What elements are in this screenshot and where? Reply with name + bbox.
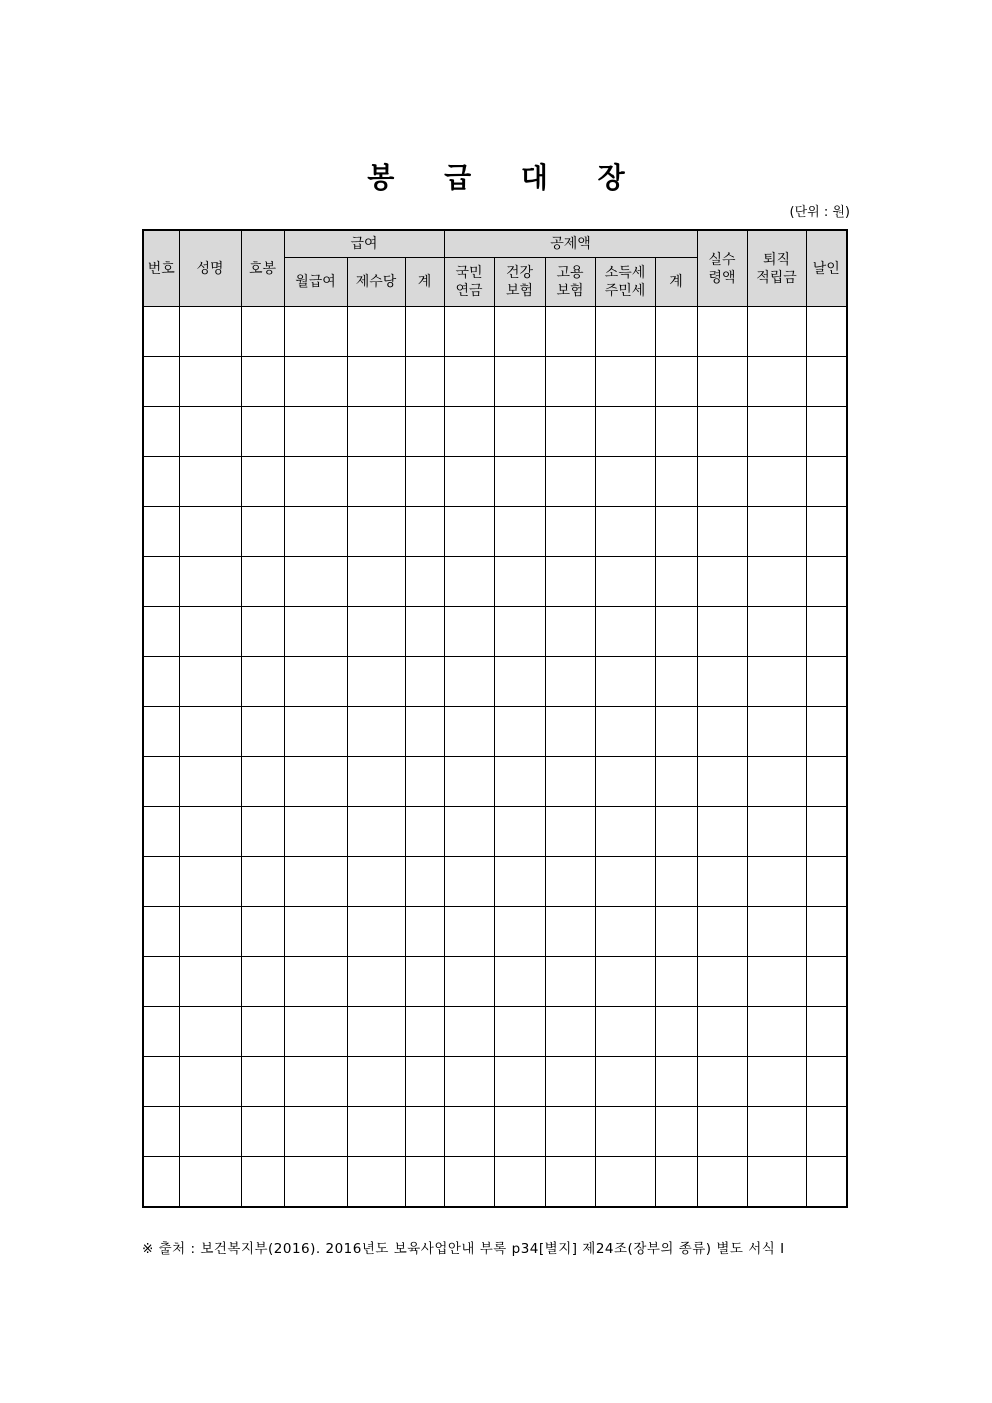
table-cell[interactable] (494, 707, 545, 757)
table-row (143, 657, 847, 707)
table-cell[interactable] (595, 557, 655, 607)
header-name: 성명 (179, 230, 241, 307)
table-cell[interactable] (595, 357, 655, 407)
table-cell[interactable] (655, 1057, 697, 1107)
table-cell[interactable] (545, 957, 595, 1007)
table-cell[interactable] (241, 707, 284, 757)
table-cell[interactable] (143, 657, 179, 707)
table-row (143, 307, 847, 357)
table-cell[interactable] (697, 807, 747, 857)
table-cell[interactable] (697, 607, 747, 657)
ledger-body (143, 307, 847, 1208)
table-cell[interactable] (655, 807, 697, 857)
table-cell[interactable] (545, 657, 595, 707)
table-cell[interactable] (747, 307, 806, 357)
table-cell[interactable] (143, 607, 179, 657)
table-cell[interactable] (143, 1107, 179, 1157)
table-cell[interactable] (697, 307, 747, 357)
table-cell[interactable] (143, 507, 179, 557)
table-row (143, 407, 847, 457)
table-cell[interactable] (444, 607, 494, 657)
table-cell[interactable] (444, 657, 494, 707)
table-cell[interactable] (241, 1107, 284, 1157)
table-cell[interactable] (747, 1157, 806, 1208)
table-cell[interactable] (545, 757, 595, 807)
table-cell[interactable] (405, 357, 444, 407)
table-cell[interactable] (655, 907, 697, 957)
table-cell[interactable] (444, 1057, 494, 1107)
table-cell[interactable] (405, 807, 444, 857)
table-cell[interactable] (545, 857, 595, 907)
table-cell[interactable] (747, 807, 806, 857)
table-row (143, 607, 847, 657)
table-cell[interactable] (284, 907, 347, 957)
table-cell[interactable] (241, 457, 284, 507)
table-cell[interactable] (595, 407, 655, 457)
table-cell[interactable] (444, 1007, 494, 1057)
table-cell[interactable] (347, 557, 405, 607)
table-cell[interactable] (143, 407, 179, 457)
table-cell[interactable] (405, 857, 444, 907)
table-cell[interactable] (179, 957, 241, 1007)
table-cell[interactable] (241, 757, 284, 807)
table-cell[interactable] (595, 757, 655, 807)
table-cell[interactable] (405, 1057, 444, 1107)
table-cell[interactable] (747, 1007, 806, 1057)
table-cell[interactable] (179, 357, 241, 407)
table-cell[interactable] (806, 357, 847, 407)
header-deduction-total: 계 (655, 258, 697, 307)
table-cell[interactable] (347, 757, 405, 807)
table-cell[interactable] (747, 857, 806, 907)
table-row (143, 907, 847, 957)
table-cell[interactable] (494, 1007, 545, 1057)
table-cell[interactable] (284, 507, 347, 557)
table-cell[interactable] (655, 1157, 697, 1208)
header-seal: 날인 (806, 230, 847, 307)
table-cell[interactable] (655, 457, 697, 507)
header-grade: 호봉 (241, 230, 284, 307)
table-cell[interactable] (806, 407, 847, 457)
table-cell[interactable] (494, 857, 545, 907)
table-cell[interactable] (494, 307, 545, 357)
table-cell[interactable] (697, 1157, 747, 1208)
table-cell[interactable] (444, 357, 494, 407)
table-row (143, 957, 847, 1007)
table-cell[interactable] (494, 807, 545, 857)
table-cell[interactable] (655, 357, 697, 407)
table-cell[interactable] (697, 707, 747, 757)
table-cell[interactable] (806, 1007, 847, 1057)
table-cell[interactable] (143, 307, 179, 357)
table-cell[interactable] (347, 1157, 405, 1208)
table-cell[interactable] (347, 607, 405, 657)
table-cell[interactable] (806, 657, 847, 707)
table-cell[interactable] (444, 557, 494, 607)
table-cell[interactable] (405, 757, 444, 807)
table-cell[interactable] (347, 407, 405, 457)
table-cell[interactable] (284, 1057, 347, 1107)
table-cell[interactable] (595, 1007, 655, 1057)
table-cell[interactable] (347, 957, 405, 1007)
table-cell[interactable] (806, 557, 847, 607)
table-cell[interactable] (179, 807, 241, 857)
table-cell[interactable] (494, 1057, 545, 1107)
table-cell[interactable] (545, 307, 595, 357)
table-cell[interactable] (143, 1007, 179, 1057)
table-cell[interactable] (405, 557, 444, 607)
table-cell[interactable] (405, 907, 444, 957)
table-cell[interactable] (545, 407, 595, 457)
table-cell[interactable] (241, 1157, 284, 1208)
table-cell[interactable] (347, 507, 405, 557)
table-cell[interactable] (347, 657, 405, 707)
table-cell[interactable] (655, 957, 697, 1007)
table-row (143, 557, 847, 607)
table-cell[interactable] (655, 607, 697, 657)
table-cell[interactable] (143, 757, 179, 807)
header-deduction-group: 공제액 (444, 230, 697, 258)
table-cell[interactable] (494, 957, 545, 1007)
table-cell[interactable] (494, 457, 545, 507)
table-cell[interactable] (444, 1157, 494, 1208)
table-cell[interactable] (595, 957, 655, 1007)
table-cell[interactable] (747, 1057, 806, 1107)
table-cell[interactable] (143, 357, 179, 407)
table-row (143, 1157, 847, 1208)
table-cell[interactable] (697, 1107, 747, 1157)
table-cell[interactable] (179, 707, 241, 757)
table-cell[interactable] (545, 907, 595, 957)
header-health-insurance: 건강 보험 (494, 258, 545, 307)
header-allowances: 제수당 (347, 258, 405, 307)
table-cell[interactable] (143, 1157, 179, 1208)
table-cell[interactable] (284, 357, 347, 407)
table-cell[interactable] (806, 607, 847, 657)
table-cell[interactable] (179, 1057, 241, 1107)
table-row (143, 1007, 847, 1057)
table-cell[interactable] (284, 1157, 347, 1208)
table-cell[interactable] (747, 1107, 806, 1157)
table-cell[interactable] (595, 1157, 655, 1208)
table-cell[interactable] (347, 857, 405, 907)
table-cell[interactable] (347, 1107, 405, 1157)
source-footnote: ※ 출처 : 보건복지부(2016). 2016년도 보육사업안내 부록 p34[별지] 제24조(장부의 종류) 별도 서식 Ⅰ (142, 1241, 785, 1257)
table-cell[interactable] (595, 457, 655, 507)
table-row (143, 1057, 847, 1107)
table-cell[interactable] (179, 657, 241, 707)
table-cell[interactable] (806, 807, 847, 857)
table-cell[interactable] (595, 1057, 655, 1107)
table-cell[interactable] (595, 857, 655, 907)
table-cell[interactable] (494, 757, 545, 807)
table-cell[interactable] (697, 457, 747, 507)
table-cell[interactable] (595, 707, 655, 757)
table-cell[interactable] (241, 607, 284, 657)
table-cell[interactable] (241, 857, 284, 907)
table-cell[interactable] (655, 1007, 697, 1057)
table-cell[interactable] (655, 757, 697, 807)
table-cell[interactable] (241, 957, 284, 1007)
table-cell[interactable] (545, 557, 595, 607)
table-row (143, 707, 847, 757)
table-cell[interactable] (143, 807, 179, 857)
table-cell[interactable] (347, 807, 405, 857)
table-cell[interactable] (143, 457, 179, 507)
table-cell[interactable] (494, 607, 545, 657)
table-cell[interactable] (179, 857, 241, 907)
table-cell[interactable] (747, 657, 806, 707)
table-cell[interactable] (747, 357, 806, 407)
table-cell[interactable] (241, 1057, 284, 1107)
table-cell[interactable] (697, 657, 747, 707)
table-cell[interactable] (444, 807, 494, 857)
table-cell[interactable] (806, 507, 847, 557)
table-cell[interactable] (179, 507, 241, 557)
table-cell[interactable] (405, 657, 444, 707)
table-cell[interactable] (143, 707, 179, 757)
table-cell[interactable] (179, 557, 241, 607)
table-cell[interactable] (284, 607, 347, 657)
table-cell[interactable] (494, 1157, 545, 1208)
table-cell[interactable] (179, 907, 241, 957)
table-cell[interactable] (494, 507, 545, 557)
document-title: 봉 급 대 장 (367, 161, 645, 194)
table-cell[interactable] (747, 957, 806, 1007)
table-cell[interactable] (241, 657, 284, 707)
table-cell[interactable] (444, 307, 494, 357)
table-cell[interactable] (806, 957, 847, 1007)
table-cell[interactable] (241, 807, 284, 857)
table-cell[interactable] (284, 857, 347, 907)
table-cell[interactable] (747, 607, 806, 657)
header-income-resident-tax: 소득세 주민세 (595, 258, 655, 307)
table-cell[interactable] (143, 957, 179, 1007)
table-cell[interactable] (284, 307, 347, 357)
table-row (143, 457, 847, 507)
table-cell[interactable] (655, 407, 697, 457)
table-cell[interactable] (241, 557, 284, 607)
table-cell[interactable] (806, 707, 847, 757)
table-cell[interactable] (595, 607, 655, 657)
header-number: 번호 (143, 230, 179, 307)
table-cell[interactable] (747, 757, 806, 807)
table-row (143, 857, 847, 907)
header-retirement-fund: 퇴직 적립금 (747, 230, 806, 307)
table-cell[interactable] (405, 1157, 444, 1208)
table-cell[interactable] (655, 1107, 697, 1157)
table-cell[interactable] (347, 1007, 405, 1057)
table-row (143, 1107, 847, 1157)
table-cell[interactable] (747, 507, 806, 557)
table-cell[interactable] (444, 857, 494, 907)
table-cell[interactable] (806, 1157, 847, 1208)
table-cell[interactable] (405, 957, 444, 1007)
table-cell[interactable] (347, 1057, 405, 1107)
table-cell[interactable] (806, 757, 847, 807)
table-cell[interactable] (697, 957, 747, 1007)
table-cell[interactable] (595, 657, 655, 707)
table-cell[interactable] (655, 657, 697, 707)
table-cell[interactable] (143, 557, 179, 607)
table-cell[interactable] (241, 507, 284, 557)
table-row (143, 357, 847, 407)
table-cell[interactable] (747, 457, 806, 507)
table-cell[interactable] (405, 707, 444, 757)
table-cell[interactable] (545, 1157, 595, 1208)
table-cell[interactable] (241, 357, 284, 407)
table-cell[interactable] (444, 757, 494, 807)
table-cell[interactable] (494, 557, 545, 607)
table-cell[interactable] (143, 1057, 179, 1107)
table-cell[interactable] (179, 1107, 241, 1157)
table-cell[interactable] (655, 707, 697, 757)
table-cell[interactable] (595, 307, 655, 357)
table-cell[interactable] (405, 507, 444, 557)
table-cell[interactable] (697, 507, 747, 557)
table-cell[interactable] (284, 407, 347, 457)
table-cell[interactable] (655, 507, 697, 557)
table-cell[interactable] (444, 507, 494, 557)
table-cell[interactable] (655, 557, 697, 607)
salary-ledger-table (142, 229, 848, 1208)
table-cell[interactable] (284, 957, 347, 1007)
table-cell[interactable] (595, 807, 655, 857)
table-cell[interactable] (494, 407, 545, 457)
table-cell[interactable] (241, 1007, 284, 1057)
table-cell[interactable] (545, 807, 595, 857)
table-cell[interactable] (284, 1107, 347, 1157)
table-cell[interactable] (545, 507, 595, 557)
table-cell[interactable] (284, 757, 347, 807)
table-cell[interactable] (405, 457, 444, 507)
table-cell[interactable] (595, 1107, 655, 1157)
table-cell[interactable] (179, 407, 241, 457)
table-cell[interactable] (806, 307, 847, 357)
table-cell[interactable] (545, 1057, 595, 1107)
table-cell[interactable] (284, 1007, 347, 1057)
header-monthly-salary: 월급여 (284, 258, 347, 307)
table-cell[interactable] (806, 457, 847, 507)
table-cell[interactable] (545, 1107, 595, 1157)
table-cell[interactable] (494, 1107, 545, 1157)
table-cell[interactable] (347, 707, 405, 757)
table-cell[interactable] (179, 607, 241, 657)
table-cell[interactable] (747, 557, 806, 607)
table-cell[interactable] (697, 757, 747, 807)
header-national-pension: 국민 연금 (444, 258, 494, 307)
table-cell[interactable] (405, 407, 444, 457)
table-cell[interactable] (143, 907, 179, 957)
header-salary-group: 급여 (284, 230, 444, 258)
table-cell[interactable] (405, 1007, 444, 1057)
table-cell[interactable] (347, 307, 405, 357)
table-cell[interactable] (284, 807, 347, 857)
table-cell[interactable] (545, 357, 595, 407)
table-row (143, 807, 847, 857)
table-cell[interactable] (494, 357, 545, 407)
table-row (143, 507, 847, 557)
table-cell[interactable] (697, 357, 747, 407)
table-cell[interactable] (806, 1107, 847, 1157)
table-cell[interactable] (444, 457, 494, 507)
table-cell[interactable] (241, 307, 284, 357)
table-cell[interactable] (143, 857, 179, 907)
table-cell[interactable] (697, 1057, 747, 1107)
table-cell[interactable] (444, 907, 494, 957)
table-cell[interactable] (444, 957, 494, 1007)
table-cell[interactable] (545, 1007, 595, 1057)
header-net-pay: 실수 령액 (697, 230, 747, 307)
table-cell[interactable] (747, 707, 806, 757)
table-cell[interactable] (595, 507, 655, 557)
table-cell[interactable] (655, 307, 697, 357)
table-cell[interactable] (655, 857, 697, 907)
table-cell[interactable] (347, 907, 405, 957)
table-cell[interactable] (405, 607, 444, 657)
table-cell[interactable] (284, 557, 347, 607)
table-cell[interactable] (806, 907, 847, 957)
header-employment-insurance: 고용 보험 (545, 258, 595, 307)
table-cell[interactable] (444, 407, 494, 457)
table-cell[interactable] (444, 1107, 494, 1157)
table-cell[interactable] (405, 1107, 444, 1157)
header-salary-total: 계 (405, 258, 444, 307)
table-cell[interactable] (179, 757, 241, 807)
table-cell[interactable] (697, 1007, 747, 1057)
table-cell[interactable] (241, 407, 284, 457)
table-cell[interactable] (806, 1057, 847, 1107)
table-cell[interactable] (444, 707, 494, 757)
table-cell[interactable] (494, 657, 545, 707)
table-row (143, 757, 847, 807)
table-cell[interactable] (747, 407, 806, 457)
table-cell[interactable] (179, 457, 241, 507)
table-cell[interactable] (179, 1007, 241, 1057)
table-cell[interactable] (697, 407, 747, 457)
table-cell[interactable] (747, 907, 806, 957)
table-cell[interactable] (494, 907, 545, 957)
table-cell[interactable] (284, 707, 347, 757)
table-cell[interactable] (595, 907, 655, 957)
table-cell[interactable] (697, 557, 747, 607)
table-cell[interactable] (284, 657, 347, 707)
unit-label: (단위 : 원) (789, 205, 850, 220)
table-cell[interactable] (405, 307, 444, 357)
table-cell[interactable] (347, 357, 405, 407)
table-cell[interactable] (697, 857, 747, 907)
table-cell[interactable] (241, 907, 284, 957)
table-cell[interactable] (179, 1157, 241, 1208)
table-cell[interactable] (284, 457, 347, 507)
table-cell[interactable] (545, 607, 595, 657)
table-cell[interactable] (179, 307, 241, 357)
table-cell[interactable] (347, 457, 405, 507)
table-cell[interactable] (806, 857, 847, 907)
table-cell[interactable] (545, 457, 595, 507)
table-cell[interactable] (697, 907, 747, 957)
table-cell[interactable] (545, 707, 595, 757)
